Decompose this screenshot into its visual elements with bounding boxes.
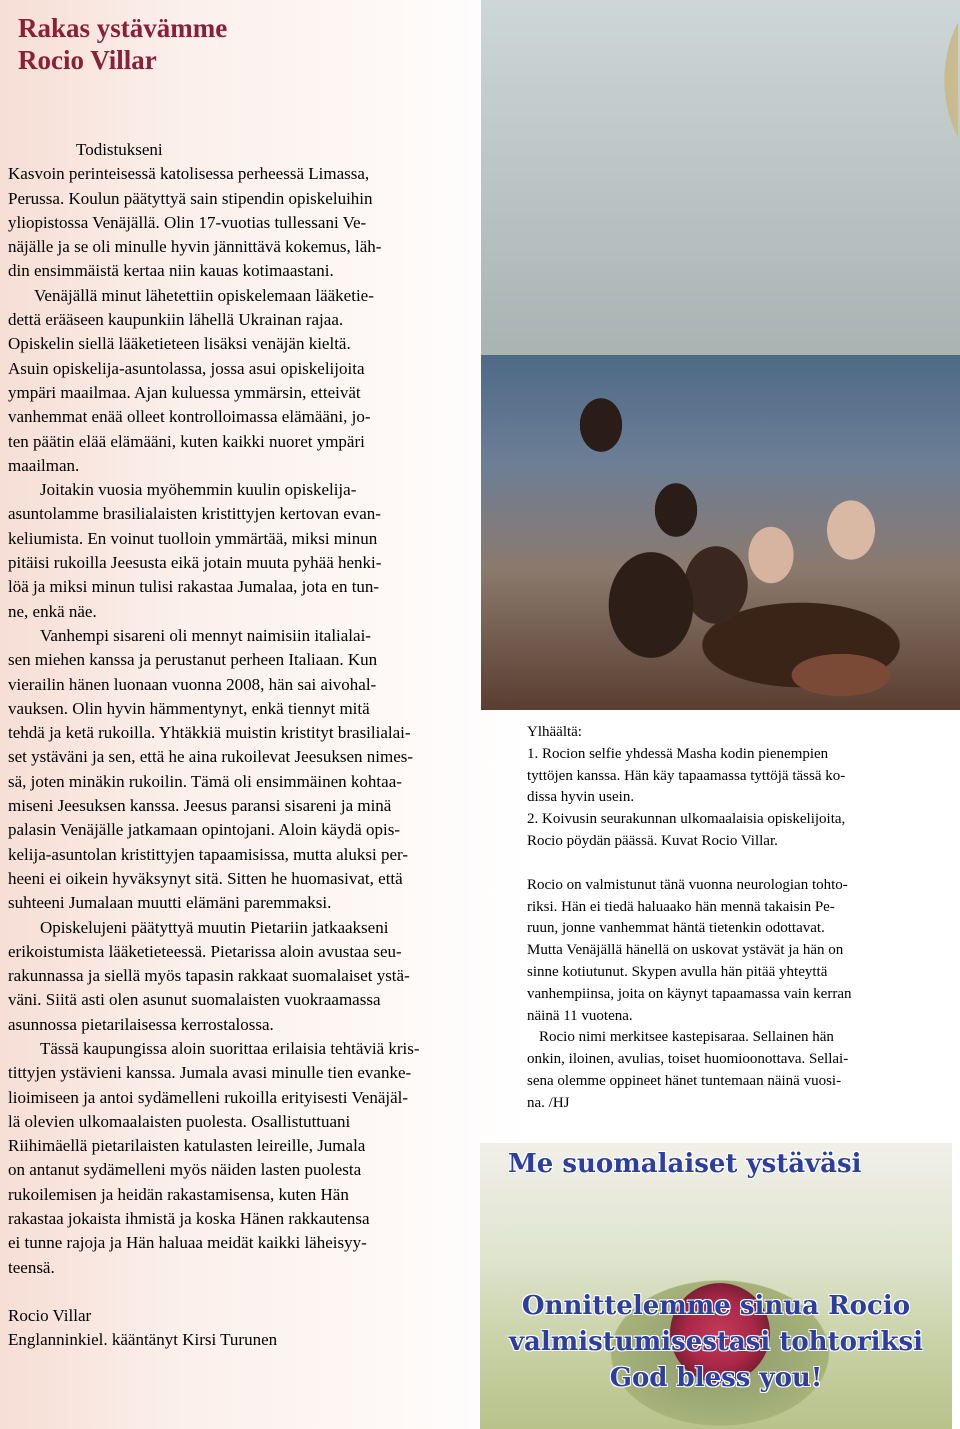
article-line: löä ja miksi minun tulisi rakastaa Jumalaa, jota en tun- [8, 577, 380, 597]
article-line: on antanut sydämelleni myös näiden lasten puolesta [8, 1160, 362, 1180]
article-line: tehdä ja ketä rukoilla. Yhtäkkiä muistin kristityt brasilialai- [8, 723, 411, 743]
article-line: näjälle ja se oli minulle hyvin jännittävä kokemus, läh- [8, 237, 382, 257]
article-line: suhteeni Jumalaan muutti elämäni paremmaksi. [8, 893, 332, 913]
article-line: Venäjällä minut lähetettiin opiskelemaan lääketie- [34, 285, 374, 305]
caption-line: Ylhäältä: [527, 724, 582, 740]
article-line: Opiskelin siellä lääketieteen lisäksi venäjän kieltä. [8, 334, 351, 354]
article-heading: Todistukseni [76, 140, 163, 159]
article-line: vanhemmat enää olleet kontrolloimassa elämääni, jo- [8, 407, 371, 427]
group-photo [481, 355, 960, 710]
article-line: ne, enkä näe. [8, 601, 97, 621]
article-line: keliumista. En voinut tuolloin ymmärtää, miksi minun [8, 528, 378, 548]
greeting-line-2: valmistumisestasi tohtoriksi [508, 1327, 924, 1357]
article-line: Perussa. Koulun päätyttyä sain stipendin opiskeluihin [8, 188, 373, 208]
article-line: heeni ei oikein hyväksynyt sitä. Sitten he huomasivat, että [8, 868, 403, 888]
article-line: yliopistossa Venäjällä. Olin 17-vuotias tullessani Ve- [8, 212, 367, 232]
caption-line: dissa hyvin usein. [527, 789, 635, 806]
caption-line: sinne kotiutunut. Skypen avulla hän pitää yhteyttä [527, 963, 828, 980]
article-line: ympäri maailmaa. Ajan kuluessa ymmärsin, etteivät [8, 382, 361, 402]
translator-credit: Englanninkiel. kääntänyt Kirsi Turunen [8, 1330, 278, 1349]
article-line: ten päätin elää elämääni, kuten kaikki nuoret ympäri [8, 431, 365, 451]
signature-name: Rocio Villar [8, 1306, 92, 1325]
signature-block [8, 1304, 277, 1352]
greeting-title: Me suomalaiset ystäväsi [508, 1149, 862, 1179]
article-line: miseni Jeesuksen kanssa. Jeesus paransi sisareni ja minä [8, 796, 392, 816]
article-line: rukoilemisen ja heidän rakastamisensa, kuten Hän [8, 1184, 349, 1204]
article-line: Kasvoin perinteisessä katolisessa perheessä Limassa, [8, 164, 370, 184]
article-line: vauksen. Olin hyvin hämmentynyt, enkä tiennyt mitä [8, 698, 370, 718]
article-line: Opiskelujeni päätyttyä muutin Pietariin jatkaakseni [40, 917, 389, 937]
article-line: ei tunne rajoja ja Hän haluaa meidät kaikki läheisyy- [8, 1233, 367, 1253]
article-body [8, 138, 500, 1280]
article-line: erikoistumista lääketieteessä. Pietarissa aloin avustaa seu- [8, 941, 402, 961]
article-line: rakastaa jokaista ihmistä ja koska Hänen rakkautensa [8, 1209, 370, 1229]
article-line: lioimiseen ja antoi sydämelleni rukoilla erityisesti Venäjäl- [8, 1087, 409, 1107]
article-line: pitäisi rukoilla Jeesusta eikä jotain muuta pyhää henki- [8, 553, 382, 573]
article-line: set ystäväni ja sen, että he aina rukoilevat Jeesuksen nimes- [8, 747, 414, 767]
article-line: asuntolamme brasilialaisten kristittyjen kertovan evan- [8, 504, 381, 524]
article-line: sä, joten minäkin rukoilin. Tämä oli ensimmäinen kohtaa- [8, 771, 402, 791]
article-line: Joitakin vuosia myöhemmin kuulin opiskelija- [40, 480, 357, 500]
caption-line: Rocio nimi merkitsee kastepisaraa. Sellainen hän [539, 1029, 834, 1046]
greeting-line-3: God bless you! [609, 1363, 823, 1393]
caption-line: Rocio on valmistunut tänä vuonna neurologian tohto- [527, 876, 848, 893]
greeting-line-1: Onnittelemme sinua Rocio [521, 1291, 911, 1321]
caption-line: sena olemme oppineet hänet tuntemaan näinä vuosi- [527, 1072, 842, 1089]
article-line: dettä erääseen kaupunkiin lähellä Ukrainan rajaa. [8, 310, 344, 330]
caption-line: ruun, jonne vanhemmat häntä tietenkin odottavat. [527, 920, 825, 937]
article-line: lä olevien ulkomaalaisten puolesta. Osallistuttuani [8, 1111, 351, 1131]
article-line: din ensimmäistä kertaa niin kauas kotimaastani. [8, 261, 334, 281]
article-line: Tässä kaupungissa aloin suorittaa erilaisia tehtäviä kris- [40, 1038, 420, 1058]
article-line: Riihimäellä pietarilaisten katulasten leireille, Jumala [8, 1136, 366, 1156]
rose-greeting-image [480, 1143, 952, 1429]
caption-line: na. /HJ [527, 1094, 570, 1111]
caption-line: riksi. Hän ei tiedä haluaako hän mennä takaisin Pe- [527, 898, 835, 915]
caption-line: Mutta Venäjällä hänellä on uskovat ystävät ja hän on [527, 942, 844, 959]
article-line: teensä. [8, 1257, 55, 1277]
caption-line: tyttöjen kanssa. Hän käy tapaamassa tyttöjä tässä ko- [527, 767, 846, 784]
caption-line: Rocio pöydän päässä. Kuvat Rocio Villar. [527, 832, 778, 849]
article-line: kelija-asuntolan kristittyjen tapaamisissa, mutta aluksi per- [8, 844, 409, 864]
article-line: tittyjen ystävieni kanssa. Jumala avasi minulle tien evanke- [8, 1063, 412, 1083]
caption-line: vanhempiinsa, joita on käynyt tapaamassa vain kerran [527, 985, 852, 1002]
title-line-2: Rocio Villar [18, 45, 157, 75]
caption-line: onkin, iloinen, avulias, toiset huomioonottava. Sellai- [527, 1051, 849, 1068]
article-line: sen miehen kanssa ja perustanut perheen Italiaan. Kun [8, 650, 378, 670]
caption-line: näinä 11 vuotena. [527, 1007, 633, 1024]
article-line: Asuin opiskelija-asuntolassa, jossa asui opiskelijoita [8, 358, 365, 378]
article-line: Vanhempi sisareni oli mennyt naimisiin italialai- [40, 625, 371, 645]
title-line-1: Rakas ystävämme [18, 13, 228, 43]
article-line: väni. Siitä asti olen asunut suomalaisten vuokraamassa [8, 990, 381, 1010]
page-title [18, 12, 478, 76]
photo-caption [527, 722, 955, 1115]
article-line: rakunnassa ja siellä myös tapasin rakkaat suomalaiset ystä- [8, 966, 410, 986]
caption-line: 2. Koivusin seurakunnan ulkomaalaisia opiskelijoita, [527, 811, 846, 828]
selfie-photo [481, 0, 960, 355]
caption-line: 1. Rocion selfie yhdessä Masha kodin pienempien [527, 745, 829, 762]
article-line: maailman. [8, 455, 80, 475]
article-line: asunnossa pietarilaisessa kerrostalossa. [8, 1014, 274, 1034]
article-line: palasin Venäjälle jatkamaan opintojani. Aloin käydä opis- [8, 820, 401, 840]
article-line: vierailin hänen luonaan vuonna 2008, hän sai aivohal- [8, 674, 377, 694]
